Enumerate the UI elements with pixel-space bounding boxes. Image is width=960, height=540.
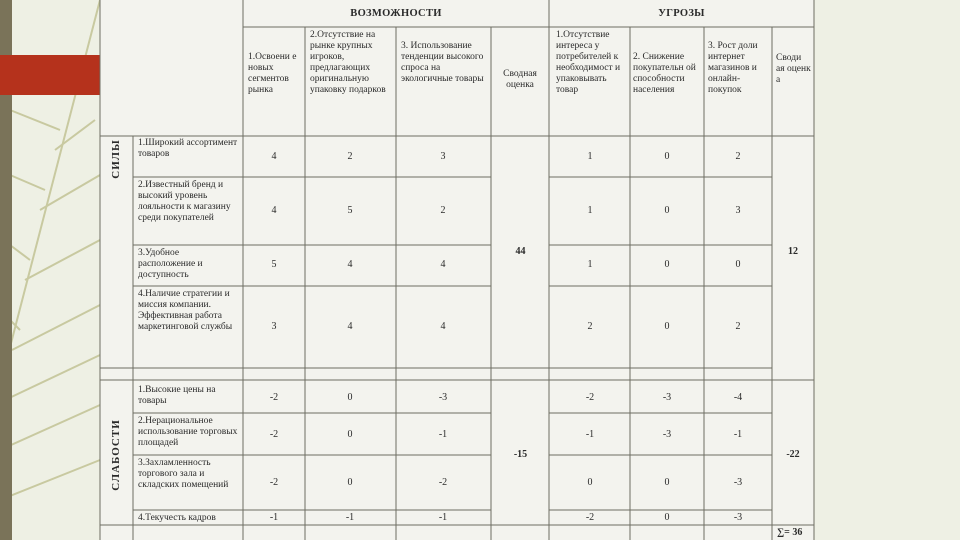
strength-label-2: 2.Известный бренд и высокий уровень лояльности к магазину среди покупателей bbox=[138, 180, 231, 223]
s4-o3: 4 bbox=[440, 321, 446, 332]
w3-t1: 0 bbox=[587, 477, 593, 488]
strength-label-3: 3.Удобное расположение и доступность bbox=[138, 248, 203, 280]
weakness-label-2: 2.Нерациональное использование торговых площадей bbox=[138, 416, 238, 448]
w2-o1: -2 bbox=[269, 429, 279, 440]
s2-t3: 3 bbox=[735, 205, 741, 216]
s1-o1: 4 bbox=[271, 151, 277, 162]
w1-o3: -3 bbox=[438, 392, 448, 403]
s3-o3: 4 bbox=[440, 259, 446, 270]
w3-o1: -2 bbox=[269, 477, 279, 488]
threat-col-3: 3. Рост доли интернет магазинов и онлайн- покупок bbox=[708, 41, 758, 95]
s1-t2: 0 bbox=[664, 151, 670, 162]
s2-o3: 2 bbox=[440, 205, 446, 216]
threats-header: УГРОЗЫ bbox=[658, 8, 705, 19]
summary-wt: -22 bbox=[786, 449, 800, 460]
threat-col-2: 2. Снижение покупательн ой способности населения bbox=[633, 52, 696, 95]
weakness-label-1: 1.Высокие цены на товары bbox=[138, 385, 216, 406]
weakness-label-3: 3.Захламленность торгового зала и складских помещений bbox=[138, 458, 229, 490]
threat-col-summary: Своди ая оценк а bbox=[776, 53, 811, 85]
w2-o2: 0 bbox=[347, 429, 353, 440]
summary-so: 44 bbox=[515, 246, 526, 257]
w1-o1: -2 bbox=[269, 392, 279, 403]
w4-t3: -3 bbox=[733, 512, 743, 523]
weaknesses-label: СЛАБОСТИ bbox=[110, 419, 122, 491]
s3-t1: 1 bbox=[587, 259, 593, 270]
opportunities-header: ВОЗМОЖНОСТИ bbox=[350, 8, 442, 19]
w4-o3: -1 bbox=[438, 512, 448, 523]
w1-t2: -3 bbox=[662, 392, 672, 403]
w3-t3: -3 bbox=[733, 477, 743, 488]
s1-t3: 2 bbox=[735, 151, 741, 162]
strength-label-4: 4.Наличие стратегии и миссия компании. Эффективная работа маркетинговой службы bbox=[138, 289, 233, 332]
s4-o1: 3 bbox=[271, 321, 277, 332]
w2-t2: -3 bbox=[662, 429, 672, 440]
s2-o2: 5 bbox=[347, 205, 353, 216]
opp-col-1: 1.Освоени е новых сегментов рынка bbox=[248, 52, 297, 95]
s3-o2: 4 bbox=[347, 259, 353, 270]
opp-col-2: 2.Отсутствие на рынке крупных игроков, предлагающих оригинальную упаковку подарков bbox=[310, 30, 386, 95]
summary-st: 12 bbox=[788, 246, 798, 257]
s3-t3: 0 bbox=[735, 259, 741, 270]
s1-o3: 3 bbox=[440, 151, 446, 162]
s4-o2: 4 bbox=[347, 321, 353, 332]
w1-t3: -4 bbox=[733, 392, 743, 403]
w1-t1: -2 bbox=[585, 392, 595, 403]
s4-t1: 2 bbox=[587, 321, 593, 332]
s4-t3: 2 bbox=[735, 321, 741, 332]
summary-total: ∑= 36 bbox=[777, 527, 803, 538]
s3-o1: 5 bbox=[271, 259, 277, 270]
w2-t1: -1 bbox=[585, 429, 595, 440]
strength-label-1: 1.Широкий ассортимент товаров bbox=[138, 138, 238, 159]
threat-col-1: 1.Отсутствие интереса у потребителей к необходимост и упаковывать товар bbox=[556, 30, 621, 95]
w3-o2: 0 bbox=[347, 477, 353, 488]
s4-t2: 0 bbox=[664, 321, 670, 332]
s2-t1: 1 bbox=[587, 205, 593, 216]
strengths-label: СИЛЫ bbox=[110, 139, 122, 179]
s1-t1: 1 bbox=[587, 151, 593, 162]
opp-col-summary: Сводная оценка bbox=[503, 69, 537, 90]
w4-o2: -1 bbox=[345, 512, 355, 523]
s1-o2: 2 bbox=[347, 151, 353, 162]
w4-t2: 0 bbox=[664, 512, 670, 523]
w4-t1: -2 bbox=[585, 512, 595, 523]
s3-t2: 0 bbox=[664, 259, 670, 270]
w2-o3: -1 bbox=[438, 429, 448, 440]
s2-t2: 0 bbox=[664, 205, 670, 216]
w3-o3: -2 bbox=[438, 477, 448, 488]
summary-wo: -15 bbox=[513, 449, 528, 460]
w3-t2: 0 bbox=[664, 477, 670, 488]
w2-t3: -1 bbox=[733, 429, 743, 440]
w4-o1: -1 bbox=[269, 512, 279, 523]
s2-o1: 4 bbox=[271, 205, 277, 216]
weakness-label-4: 4.Текучесть кадров bbox=[138, 513, 216, 523]
w1-o2: 0 bbox=[347, 392, 353, 403]
opp-col-3: 3. Использование тенденции высокого спроса на экологичные товары bbox=[401, 41, 484, 84]
